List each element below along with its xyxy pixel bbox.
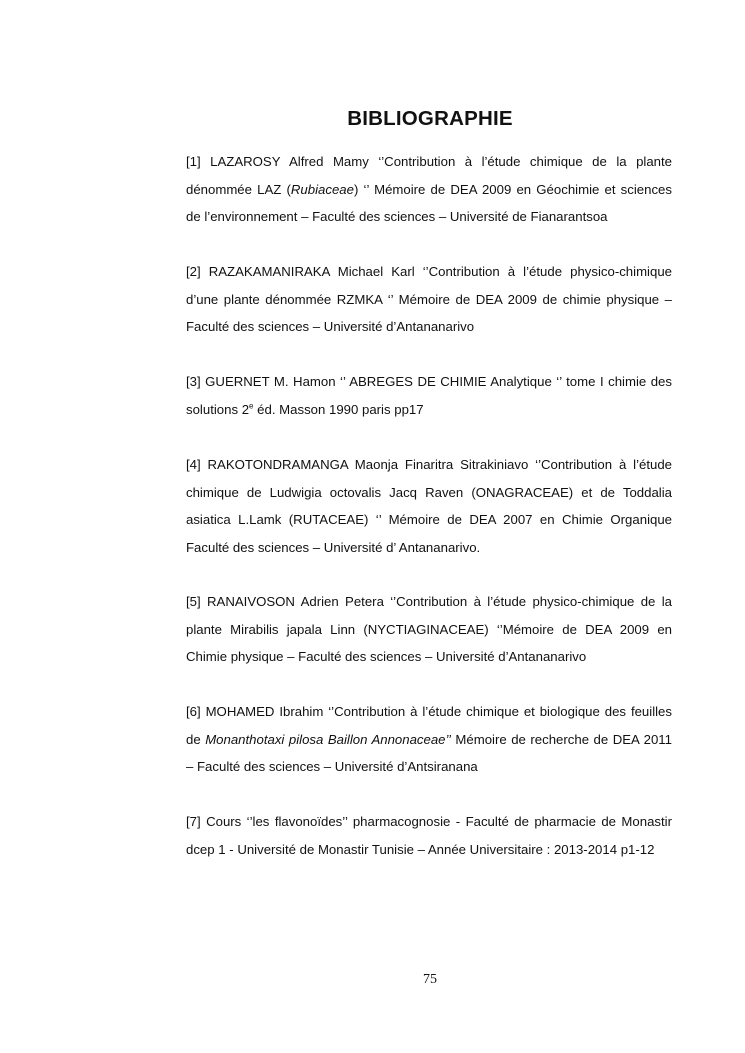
reference-2: [2] RAZAKAMANIRAKA Michael Karl ‘’Contribution à l’étude physico-chimique d’une plante dénommée RZMKA ‘’ Mémoire de DEA 2009 de chimie physique – Faculté des sciences – Université d’Antananarivo [186, 264, 672, 335]
reference-4: [4] RAKOTONDRAMANGA Maonja Finaritra Sitrakiniavo ‘’Contribution à l’étude chimique de Ludwigia octovalis Jacq Raven (ONAGRACEAE) et de Toddalia asiatica L.Lamk (RUTACEAE) ‘’ Mémoire de DEA 2007 en Chimie Organique Faculté des sciences – Université d’ Antananarivo. [186, 457, 672, 555]
reference-1 [186, 148, 672, 231]
reference-1-text-end: ) ‘’ Mémoire de DEA 2009 en Géochimie et sciences de l’environnement – Faculté des sciences – Université de Fianarantsoa [186, 181, 672, 225]
reference-7: [7] Cours ‘’les flavonoïdes’’ pharmacognosie - Faculté de pharmacie de Monastir dcep 1 - Université de Monastir Tunisie – Année Universitaire : 2013-2014 p1-12 [186, 814, 672, 857]
reference-1-italic-taxon: Rubiaceae [290, 181, 354, 197]
reference-1-text-start: [1] LAZAROSY Alfred Mamy ‘’Contribution à l’étude chimique de la plante dénommée LAZ ( [186, 154, 672, 197]
reference-3-text-start: [3] GUERNET M. Hamon ‘’ ABREGES DE CHIMIE Analytique ‘’ tome I chimie des solutions 2 [186, 374, 672, 417]
reference-3-text-end: éd. Masson 1990 paris pp17 [253, 401, 424, 417]
reference-3 [186, 368, 672, 423]
reference-5: [5] RANAIVOSON Adrien Petera ‘’Contribution à l’étude physico-chimique de la plante Mirabilis japala Linn (NYCTIAGINACEAE) ‘’Mémoire de DEA 2009 en Chimie physique – Faculté des sciences – Université d’Antananarivo [186, 594, 672, 665]
reference-6-text-end: Mémoire de recherche de DEA 2011 – Faculté des sciences – Université d’Antsiranana [186, 731, 672, 775]
reference-6-text-start: [6] MOHAMED Ibrahim ‘’Contribution à l’étude chimique et biologique des feuilles de [186, 704, 672, 747]
page-title: BIBLIOGRAPHIE [347, 107, 513, 130]
reference-3-superscript: e [249, 401, 254, 411]
reference-6-italic-taxon: Monanthotaxi pilosa Baillon Annonaceae’’ [205, 731, 451, 747]
page-number: 75 [423, 972, 437, 987]
reference-6 [186, 698, 672, 781]
